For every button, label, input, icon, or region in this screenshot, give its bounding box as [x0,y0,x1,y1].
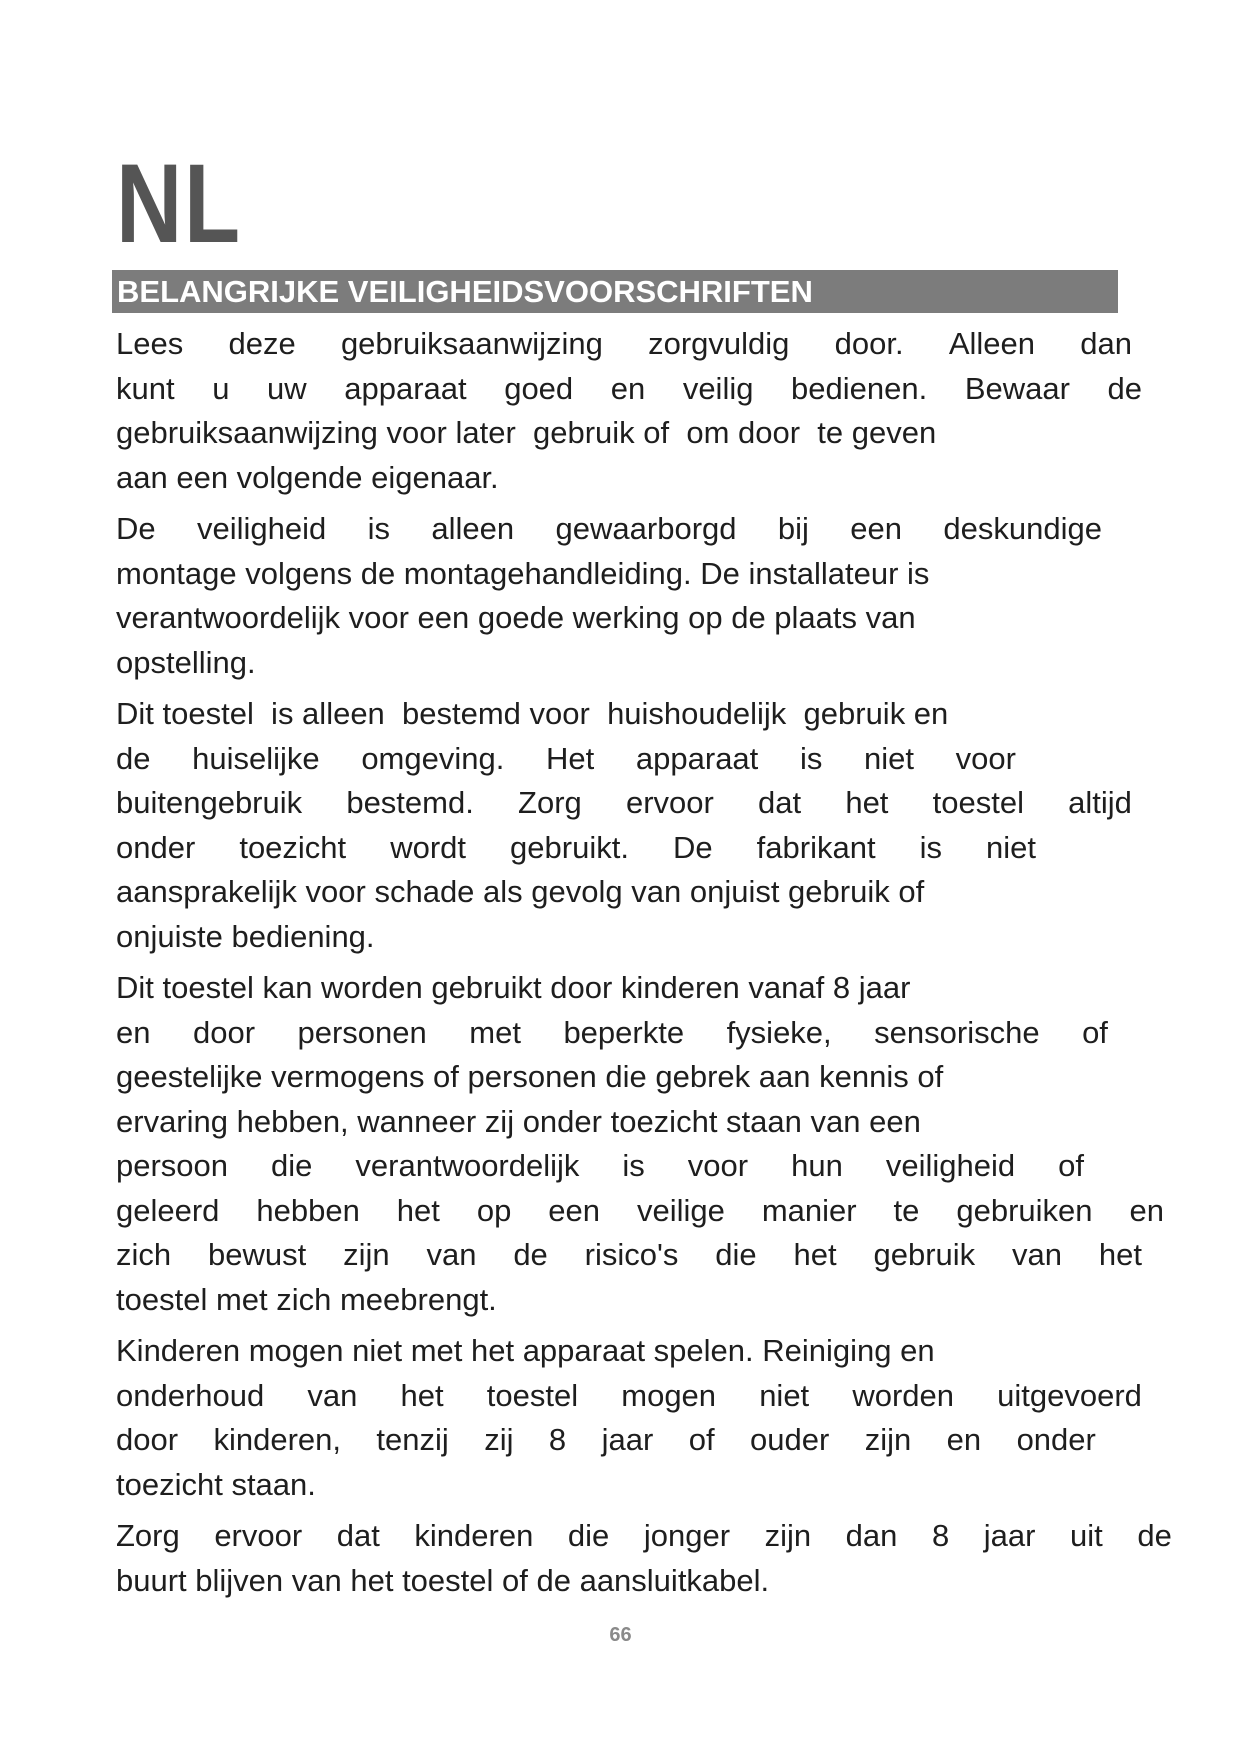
text-line: geleerd hebben het op een veilige manier te gebruiken en [116,1192,1164,1228]
text-line: buurt blijven van het toestel of de aansluitkabel. [116,1562,770,1598]
text-line: aan een volgende eigenaar. [116,459,499,495]
section-title-bar [112,270,1118,313]
text-line: door kinderen, tenzij zij 8 jaar of ouder zijn en onder [116,1422,1096,1457]
text-line: Dit toestel is alleen bestemd voor huishoudelijk gebruik en [116,696,949,731]
text-line: toezicht staan. [116,1466,316,1502]
text-line: aansprakelijk voor schade als gevolg van onjuist gebruik of [116,874,925,909]
text-line: geestelijke vermogens of personen die gebrek aan kennis of [116,1059,944,1094]
text-line: persoon die verantwoordelijk is voor hun veiligheid of [116,1148,1084,1183]
document-body [116,322,1176,1610]
text-line: verantwoordelijk voor een goede werking op de plaats van [116,600,916,635]
text-line: Dit toestel kan worden gebruikt door kinderen vanaf 8 jaar [116,970,911,1005]
paragraph-children-under-8 [116,1514,1176,1603]
paragraph-installation-safety [116,507,1176,685]
text-line: buitengebruik bestemd. Zorg ervoor dat het toestel altijd [116,785,1132,820]
text-line: onjuiste bediening. [116,918,375,954]
text-line: De veiligheid is alleen gewaarborgd bij een deskundige [116,511,1102,546]
text-line: toestel met zich meebrengt. [116,1281,497,1317]
language-code: NL [116,141,242,266]
paragraph-reading-instructions [116,322,1176,500]
text-line: zich bewust zijn van de risico's die het gebruik van het [116,1237,1142,1272]
paragraph-children-play-cleaning [116,1329,1176,1507]
text-line: opstelling. [116,644,256,680]
paragraph-children-and-persons [116,966,1176,1322]
text-line: Kinderen mogen niet met het apparaat spelen. Reiniging en [116,1333,935,1368]
text-line: onderhoud van het toestel mogen niet worden uitgevoerd [116,1377,1142,1413]
section-title: BELANGRIJKE VEILIGHEIDSVOORSCHRIFTEN [117,274,813,309]
text-line: en door personen met beperkte fysieke, sensorische of [116,1014,1108,1050]
text-line: onder toezicht wordt gebruikt. De fabrikant is niet [116,829,1036,865]
text-line: de huiselijke omgeving. Het apparaat is niet voor [116,740,1016,776]
text-line: ervaring hebben, wanneer zij onder toezicht staan van een [116,1103,921,1139]
text-line: kunt u uw apparaat goed en veilig bedienen. Bewaar de [116,370,1142,406]
text-line: gebruiksaanwijzing voor later gebruik of om door te geven [116,415,937,450]
text-line: Zorg ervoor dat kinderen die jonger zijn dan 8 jaar uit de [116,1518,1172,1553]
text-line: montage volgens de montagehandleiding. De installateur is [116,555,930,591]
paragraph-intended-use [116,692,1176,959]
text-line: Lees deze gebruiksaanwijzing zorgvuldig door. Alleen dan [116,326,1132,361]
page-number: 66 [609,1624,632,1646]
